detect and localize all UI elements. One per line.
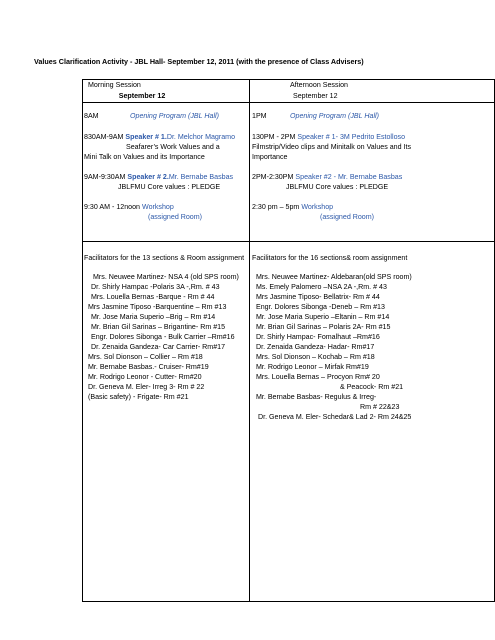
morning-facilitator-item: (Basic safety) - Frigate- Rm #21	[88, 393, 189, 401]
morning-r4-event: Workshop	[142, 203, 174, 211]
morning-facilitator-item: Mrs Jasmine Tiposo -Barquentine – Rm #13	[88, 303, 227, 311]
table-border-top	[82, 79, 495, 80]
afternoon-r3-time: 2PM-2:30PM	[252, 173, 294, 181]
morning-r1-time: 8AM	[84, 112, 99, 120]
afternoon-facilitator-item: Mr. Rodrigo Leonor – Mirfak Rm#19	[256, 363, 369, 371]
afternoon-facilitator-item: Rm # 22&23	[360, 403, 400, 411]
afternoon-r2	[252, 133, 405, 141]
afternoon-r4-time: 2:30 pm – 5pm	[252, 203, 300, 211]
morning-r3-time: 9AM-9:30AM	[84, 173, 126, 181]
morning-r3-line2: JBLFMU Core values : PLEDGE	[118, 183, 221, 191]
morning-facilitator-item: Dr. Geneva M. Eler- Irreg 3- Rm # 22	[88, 383, 205, 391]
table-border-bottom	[82, 601, 495, 602]
afternoon-facilitator-item: Dr. Shirly Hampac- Fomalhaut –Rm#16	[256, 333, 380, 341]
table-border-left	[82, 79, 83, 602]
morning-r2-line3: Mini Talk on Values and its Importance	[84, 153, 205, 161]
afternoon-facilitator-item: Mrs. Sol Dionson – Kochab – Rm #18	[256, 353, 375, 361]
afternoon-facilitator-item: Engr. Dolores Sibonga -Deneb – Rm #13	[256, 303, 385, 311]
afternoon-fac-header: Facilitators for the 16 sections& room assignment	[252, 254, 408, 262]
morning-r3	[84, 173, 233, 181]
table-border-middle	[249, 79, 250, 602]
morning-facilitator-item: Mrs. Neuwee Martinez- NSA 4 (old SPS room)	[93, 273, 239, 281]
morning-facilitator-item: Dr. Shirly Hampac -Polaris 3A -,Rm. # 43	[91, 283, 220, 291]
morning-facilitator-item: Dr. Zenaida Gandeza- Car Carrier- Rm#17	[91, 343, 226, 351]
afternoon-r4-event: Workshop	[301, 203, 334, 211]
afternoon-r1-event: Opening Program (JBL Hall)	[290, 112, 379, 120]
morning-header: Morning Session	[88, 81, 141, 89]
afternoon-r1-time: 1PM	[252, 112, 267, 120]
morning-r3-speaker: Speaker # 2.	[127, 173, 169, 181]
morning-r2-speaker: Speaker # 1.	[125, 133, 167, 141]
morning-facilitator-item: Mrs. Sol Dionson – Collier – Rm #18	[88, 353, 203, 361]
afternoon-facilitator-item: Ms. Emely Palomero –NSA 2A -,Rm. # 43	[256, 283, 387, 291]
afternoon-r2-line3: Importance	[252, 153, 288, 161]
morning-facilitator-item: Mr. Bernabe Basbas.- Cruiser- Rm#19	[88, 363, 209, 371]
morning-facilitator-item: Mr. Rodrigo Leonor - Cutter- Rm#20	[88, 373, 202, 381]
afternoon-facilitator-item: Mr. Brian Gil Sarinas – Polaris 2A- Rm #15	[256, 323, 391, 331]
afternoon-r3-line2: JBLFMU Core values : PLEDGE	[286, 183, 389, 191]
morning-facilitator-item: Mr. Brian Gil Sarinas – Brigantine- Rm #15	[91, 323, 226, 331]
afternoon-facilitator-item: Dr. Zenaida Gandeza- Hadar- Rm#17	[256, 343, 375, 351]
morning-r3-name: Mr. Bernabe Basbas	[168, 173, 234, 181]
morning-date: September 12	[118, 92, 166, 100]
afternoon-r2-speaker: Speaker # 1-	[297, 133, 338, 141]
afternoon-r2-time: 130PM - 2PM	[252, 133, 296, 141]
afternoon-facilitator-item: & Peacock- Rm #21	[340, 383, 404, 391]
table-border-header-bottom	[82, 102, 495, 103]
afternoon-r4-room: (assigned Room)	[320, 213, 375, 221]
afternoon-facilitator-item: Mr. Jose Maria Superio –Eltanin – Rm #14	[256, 313, 390, 321]
morning-r4	[84, 203, 174, 211]
afternoon-r2-line2: Filmstrip/Video clips and Minitalk on Values and Its	[252, 143, 412, 151]
morning-r4-time: 9:30 AM - 12noon	[84, 203, 141, 211]
morning-r2-line2: Seafarer’s Work Values and a	[126, 143, 220, 151]
morning-fac-header: Facilitators for the 13 sections & Room assignment	[84, 254, 245, 262]
page-title: Values Clarification Activity - JBL Hall- September 12, 2011 (with the presence of Class Advisers)	[34, 57, 364, 66]
afternoon-r3-name: Mr. Bernabe Basbas	[338, 173, 403, 181]
table-border-row-divider	[82, 241, 495, 242]
morning-r4-room: (assigned Room)	[148, 213, 203, 221]
morning-r1-event: Opening Program (JBL Hall)	[130, 112, 219, 120]
afternoon-r2-name: 3M Pedrito Estolloso	[339, 133, 406, 141]
afternoon-r3-speaker: Speaker #2 -	[295, 173, 337, 181]
afternoon-r4	[252, 203, 333, 211]
afternoon-date: September 12	[293, 92, 338, 100]
afternoon-facilitator-item: Mrs. Louella Bernas – Procyon Rm# 20	[256, 373, 380, 381]
morning-r2-time: 830AM-9AM	[84, 133, 124, 141]
afternoon-facilitator-item: Dr. Geneva M. Eler- Schedar& Lad 2- Rm 24&25	[258, 413, 412, 421]
morning-facilitator-item: Mrs. Louella Bernas -Barque - Rm # 44	[91, 293, 215, 301]
morning-r2-name: Dr. Melchor Magramo	[166, 133, 236, 141]
morning-r2	[84, 133, 235, 141]
afternoon-header: Afternoon Session	[290, 81, 348, 89]
afternoon-r3	[252, 173, 402, 181]
morning-facilitator-item: Engr. Dolores Sibonga - Bulk Carrier –Rm#16	[91, 333, 235, 341]
afternoon-facilitator-item: Mrs. Neuwee Martinez- Aldebaran(old SPS room)	[256, 273, 412, 281]
afternoon-facilitator-item: Mrs Jasmine Tiposo- Bellatrix- Rm # 44	[256, 293, 380, 301]
afternoon-facilitator-item: Mr. Bernabe Basbas- Regulus & Irreg-	[256, 393, 377, 401]
morning-facilitator-item: Mr. Jose Maria Superio –Brig – Rm #14	[91, 313, 216, 321]
